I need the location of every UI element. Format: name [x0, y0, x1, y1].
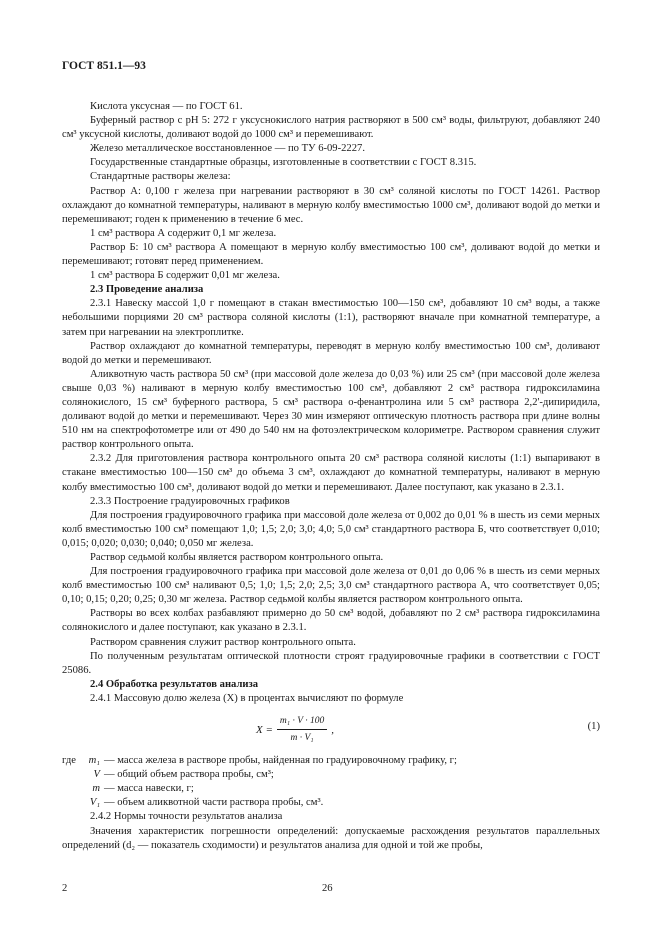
formula-fraction: [277, 714, 327, 745]
paragraph: Буферный раствор с рН 5: 272 г уксуснокислого натрия растворяют в 500 см³ воды, фильтруют, добавляют 240 см³ уксусной кислоты, доливают водой до 1000 см³ и перемешивают.: [62, 115, 600, 141]
paragraph: Раствор Б: 10 см³ раствора А помещают в мерную колбу вместимостью 100 см³, доливают водой до метки и перемешивают; готовят перед применением.: [62, 241, 600, 268]
paragraph: 2.3.3 Построение градуировочных графиков: [90, 495, 290, 507]
page-number-left: 2: [62, 883, 68, 894]
legend-prefix: где: [62, 755, 76, 767]
paragraph: Растворы во всех колбах разбавляют примерно до 50 см³ водой, добавляют по 2 см³ раствора гидроксиламина солянокислого и далее поступают, как указано в 2.3.1.: [62, 608, 600, 634]
page-number-center: 26: [322, 883, 333, 894]
paragraph: Для построения градуировочного графика при массовой доле железа от 0,002 до 0,01 % в шесть из семи мерных колб вместимостью 100 см³ помещают 1,0; 1,5; 2,0; 3,0; 4,0; 5,0 см³ стандартного раствора Б, что соответствует 0,010; 0,015; 0,020; 0,030; 0,040; 0,050 мг железа.: [62, 509, 600, 549]
formula: [256, 714, 334, 745]
legend-symbol: V: [93, 769, 100, 781]
legend-row: [62, 754, 600, 768]
legend-text: — объем аликвотной части раствора пробы, см³.: [104, 797, 324, 809]
paragraphs-section-a: [62, 100, 600, 706]
paragraphs-section-b: [62, 810, 600, 852]
formula-numerator: m₁ · V · 100: [277, 714, 327, 730]
legend-row: [62, 796, 600, 810]
legend-symbol: V₁: [89, 797, 100, 809]
paragraph: Раствором сравнения служит раствор контрольного опыта.: [90, 636, 356, 648]
paragraph: Стандартные растворы железа:: [90, 171, 231, 183]
legend-row: [62, 782, 600, 796]
formula-block: [62, 710, 600, 748]
standard-header: ГОСТ 851.1—93: [62, 60, 146, 72]
paragraph: 2.4.1 Массовую долю железа (X) в процентах вычисляют по формуле: [90, 692, 404, 704]
legend-prefix: [62, 796, 84, 810]
section-heading: 2.4 Обработка результатов анализа: [90, 678, 259, 690]
paragraph: 1 см³ раствора Б содержит 0,01 мг железа.: [90, 270, 280, 282]
document-body: [62, 100, 600, 853]
formula-tail: ,: [331, 723, 334, 736]
legend-text: — общий объем раствора пробы, см³;: [104, 769, 274, 781]
paragraph: Раствор охлаждают до комнатной температуры, переводят в мерную колбу вместимостью 100 см³, доливают водой до метки и перемешивают.: [62, 340, 600, 366]
formula-denominator: m · V₁: [290, 733, 314, 744]
legend-text: — масса навески, г;: [104, 783, 194, 795]
legend-prefix: [62, 768, 84, 782]
formula-lhs: X =: [256, 723, 273, 736]
formula-legend: [62, 754, 600, 810]
paragraph: Раствор А: 0,100 г железа при нагревании растворяют в 30 см³ соляной кислоты по ГОСТ 14261. Раствор охлаждают до комнатной температуры, наливают в мерную колбу вместимостью 1000 см³, доливают водой до метки и перемешивают; годен к применению в течение 6 мес.: [62, 185, 600, 225]
legend-prefix: [62, 782, 84, 796]
paragraph: 2.3.2 Для приготовления раствора контрольного опыта 20 см³ раствора соляной кислоты (1:1) выпаривают в стакане вместимостью 100—150 см³ до объема 3 см³, охлаждают до комнатной температуры, наливают в мерную колбу вместимостью 100 см³, доливают водой до метки и перемешивают. Далее поступают, как указано в 2.3.1.: [62, 453, 600, 493]
paragraph: 2.3.1 Навеску массой 1,0 г помещают в стакан вместимостью 100—150 см³, добавляют 10 см³ воды, а также небольшими порциями 20 см³ раствора соляной кислоты (1:1), растворяют вначале при комнатной температуре, а затем при нагревании на электроплитке.: [62, 298, 600, 338]
paragraph: Железо металлическое восстановленное — по ТУ 6-09-2227.: [90, 143, 365, 155]
legend-symbol: m₁: [88, 755, 100, 767]
paragraph: Значения характеристик погрешности определений: допускаемые расхождения результатов параллельных определений (d₂ — показатель сходимости) и результатов анализа для одной и той же пробы,: [62, 825, 600, 851]
paragraph: 1 см³ раствора А содержит 0,1 мг железа.: [90, 227, 277, 239]
paragraph: По полученным результатам оптической плотности строят градуировочные графики в соответствии с ГОСТ 25086.: [62, 650, 600, 676]
legend-symbol: m: [92, 783, 100, 795]
paragraph: Для построения градуировочного графика при массовой доле железа от 0,01 до 0,06 % в шесть из семи мерных колб вместимостью 100 см³ наливают 0,5; 1,0; 1,5; 2,0; 2,5; 3,0 см³ стандартного раствора А, что соответствует 0,05; 0,10; 0,15; 0,20; 0,25; 0,30 мг железа. Раствор седьмой колбы является раствором контрольного опыта.: [62, 566, 600, 606]
paragraph: 2.4.2 Нормы точности результатов анализа: [90, 811, 283, 823]
paragraph: Кислота уксусная — по ГОСТ 61.: [90, 101, 243, 112]
legend-row: [62, 768, 600, 782]
paragraph: Аликвотную часть раствора 50 см³ (при массовой доле железа до 0,03 %) или 25 см³ (при массовой доле железа свыше 0,03 %) наливают в мерную колбу вместимостью 100 см³, добавляют 2 см³ раствора гидроксиламина солянокислого, 15 см³ буферного раствора, 5 см³ раствора о-фенантролина или 5 см³ раствора 2,2'-дипиридила, доливают водой до метки и перемешивают. Через 30 мин измеряют оптическую плотность раствора при длине волны 510 нм на спектрофотометре или от 490 до 540 нм на фотоэлектрическом колориметре. Раствором сравнения служит раствор контрольного опыта.: [62, 368, 600, 451]
equation-number: (1): [587, 721, 600, 733]
section-heading: 2.3 Проведение анализа: [90, 284, 204, 296]
legend-text: — масса железа в растворе пробы, найденная по градуировочному графику, г;: [104, 755, 457, 767]
paragraph: Раствор седьмой колбы является раствором контрольного опыта.: [90, 552, 384, 563]
paragraph: Государственные стандартные образцы, изготовленные в соответствии с ГОСТ 8.315.: [90, 157, 477, 169]
